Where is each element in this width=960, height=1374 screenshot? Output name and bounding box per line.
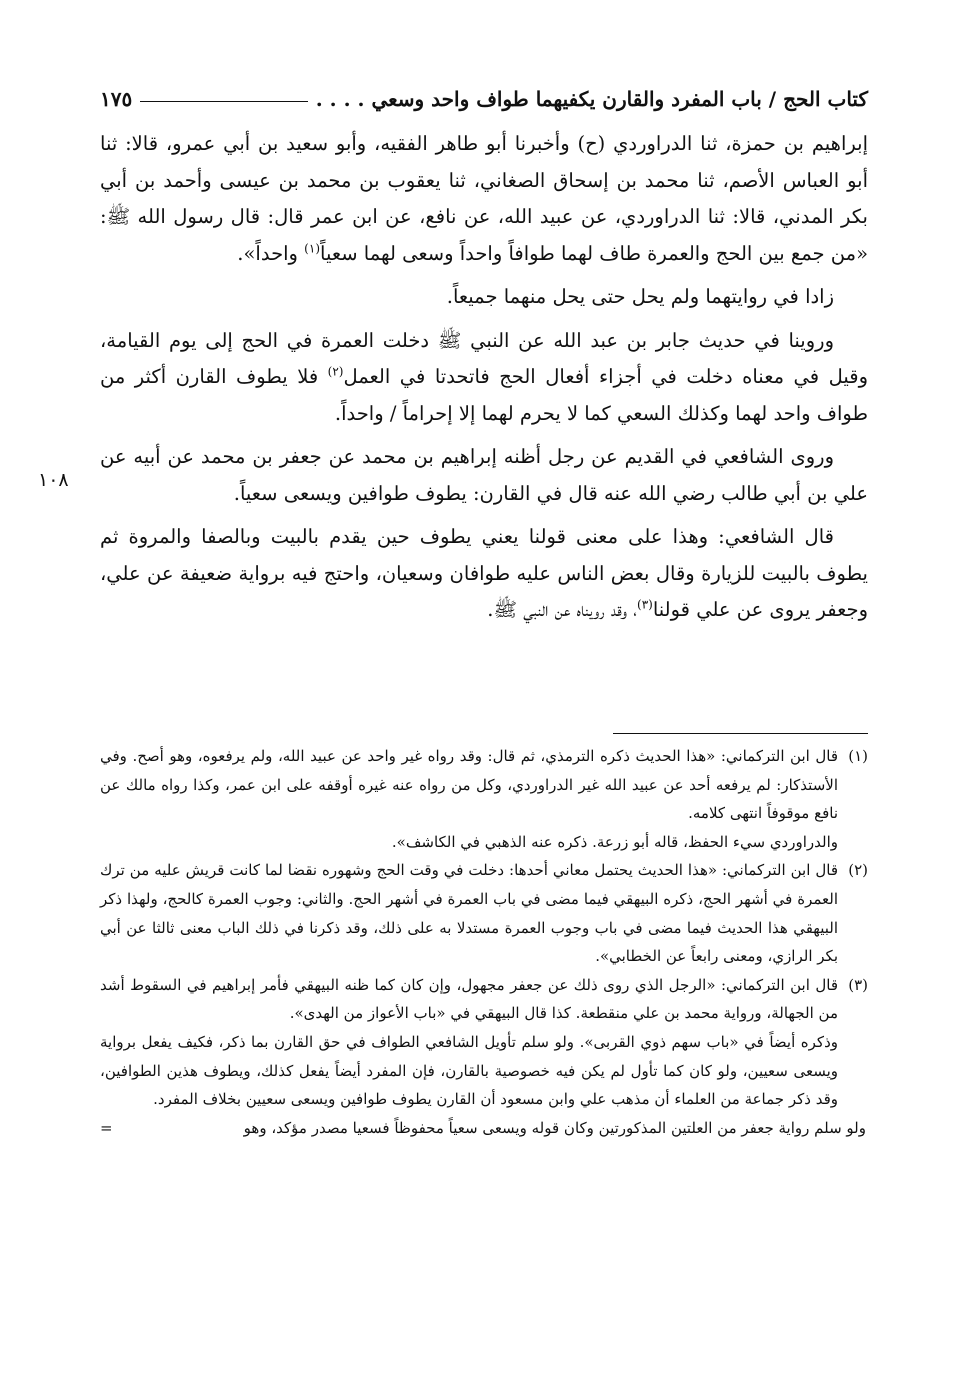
footnote-3 [100, 971, 868, 1028]
footnote-text: قال ابن التركماني: «هذا الحديث ذكره الترمذي، ثم قال: وقد رواه غير واحد عن عبيد الله، ولم يرفعوه، وهو أصح. وفي الأستذكار: لم يرفعه أحد عن عبيد الله غير الدراوردي، وكل من رواه عنه غيره أوقفه على ابن عمر، وكذا رواه مالك عن نافع موقوفاً انتهى كلامه. [100, 747, 838, 823]
footnote-3-last-line [100, 1114, 868, 1143]
book-page [100, 0, 868, 1374]
running-header [100, 84, 868, 114]
footnote-3-continuation: وذكره أيضاً في «باب سهم ذوي القربى». ولو سلم تأويل الشافعي الطواف في حق القارن بما ذكر، فكيف يفعل برواية ويسعى سعيين، ولو كان كما تأول لم يكن فيه خصوصية بالقارن، فإن المفرد أيضاً يفعل كذلك، ويطوف هذين الطوافين، وقد ذكر جماعة من العلماء أن مذهب علي وابن مسعود أن القارن يطوف طوافين ويسعى سعيين بخلاف المفرد. [100, 1032, 838, 1109]
footnote-ref-2[interactable]: (٢) [327, 364, 344, 379]
footnotes [100, 742, 868, 1142]
footnote-separator [613, 733, 868, 734]
footnote-2 [100, 856, 868, 970]
paragraph-jabir: وروينا في حديث جابر بن عبد الله عن النبي ﷺ دخلت العمرة في الحج إلى يوم القيامة، وقيل في معناه دخلت في أجزاء أفعال الحج فاتحدتا في العمل$^{(٢)}$ فلا يطوف القارن أكثر من طواف واحد لهما وكذلك السعي كما لا يحرم لهما إلا إحراماً / واحداً. [100, 328, 868, 425]
footnote-ref-3[interactable]: (٣) [637, 597, 653, 612]
paragraph-shafii-comment: قال الشافعي: وهذا على معنى قولنا يعني يطوف حين يقدم بالبيت وبالصفا والمروة ثم يطوف بالبيت للزيارة وقال بعض الناس عليه طوافان وسعيان، واحتج فيه برواية ضعيفة عن علي، وجعفر يروى عن علي قولنا$^{(٣)}$، وقد رويناه عن النبي ﷺ. [100, 525, 868, 621]
footnote-number: (١) [848, 747, 868, 765]
footnote-ref-1[interactable]: (١) [304, 241, 320, 255]
page-number: ١٧٥ [100, 87, 133, 111]
main-text [100, 126, 868, 636]
footnote-number: (٢) [848, 861, 868, 880]
footnote-last-text: ولو سلم رواية جعفر من العلتين المذكورتين وكان قوله ويسعى سعياً محفوظاً فسعيا مصدر مؤكد، وهو [243, 1118, 866, 1137]
paragraph-shafii-qadim: وروى الشافعي في القديم عن رجل أظنه إبراهيم بن محمد عن جعفر بن محمد عن أبيه عن علي بن أبي طالب رضي الله عنه قال في القارن: يطوف طوافين ويسعى سعياً. [100, 445, 868, 505]
footnote-text: قال ابن التركماني: «الرجل الذي روى ذلك عن جعفر مجهول، وإن كان كما ظنه البيهقي فأمر إبراهيم في السقوط أشد من الجهالة، ورواية محمد بن علي منقطعة. كذا قال البيهقي في «باب الأعواز من الهدى». [100, 975, 838, 1023]
footnote-text: قال ابن التركماني: «هذا الحديث يحتمل معاني أحدها: دخلت في وقت الحج وشهوره نقضا لما كانت قريش عليه من ترك العمرة في أشهر الحج، ذكره البيهقي فيما مضى في باب العمرة في أشهر الحج. والثاني: وجوب العمرة كالحج، ولهذا ذكر البيهقي هذا الحديث فيما مضى في باب وجوب العمرة مستدلا به على ذلك، وقد ذكرنا في ذلك الباب معنى ثالثا عن أبي بكر الرازي، ومعنى رابعاً عن الخطابي». [100, 861, 838, 966]
paragraph-addition: زادا في روايتهما ولم يحل حتى يحل منهما جميعاً. [446, 285, 834, 308]
paragraph-isnad: إبراهيم بن حمزة، ثنا الدراوردي (ح) وأخبرنا أبو طاهر الفقيه، وأبو سعيد بن أبي عمرو، قالا: ثنا أبو العباس الأصم، ثنا محمد بن إسحاق الصغاني، ثنا يعقوب بن محمد بن عيسى وأحمد بن أبي بكر المدني، قالا: ثنا الدراوردي، عن عبيد الله، عن نافع، عن ابن عمر قال: قال رسول الله ﷺ: «من جمع بين الحج والعمرة طاف لهما طوافاً واحداً وسعى لهما سعياً$^{(١)}$ واحداً». [100, 132, 868, 265]
header-rule [140, 101, 308, 102]
margin-page-reference: ١٠٨ [38, 469, 69, 491]
continuation-mark: = [100, 1118, 113, 1137]
chapter-title: كتاب الحج / باب المفرد والقارن يكفيهما طواف واحد وسعي . . . . [315, 87, 868, 111]
footnote-1-continuation: والدراوردي سيء الحفظ، قاله أبو زرعة. ذكره عنه الذهبي في الكاشف». [391, 832, 838, 851]
footnote-number: (٣) [848, 975, 868, 994]
footnote-1 [100, 742, 868, 828]
